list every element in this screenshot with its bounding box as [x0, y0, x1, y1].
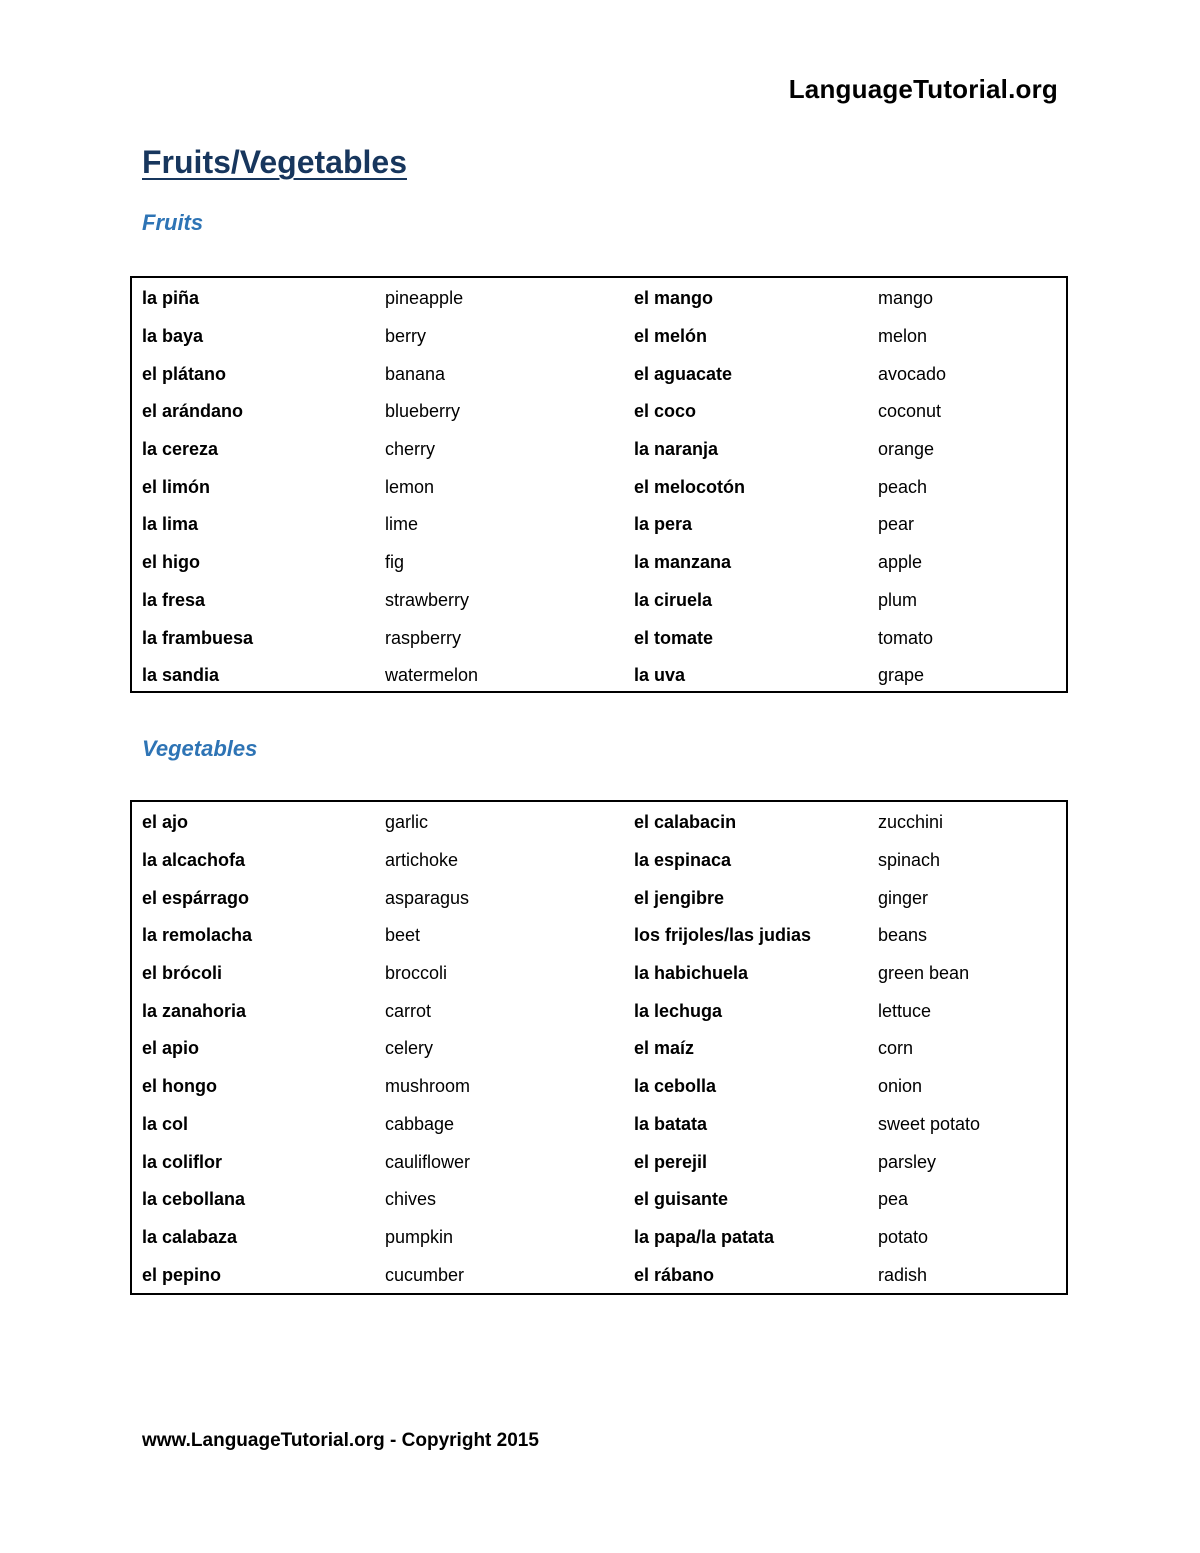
english-term: artichoke — [385, 850, 459, 871]
english-term: fig — [385, 552, 405, 573]
english-term: coconut — [878, 401, 942, 422]
spanish-term: la ciruela — [634, 589, 713, 610]
english-term: grape — [878, 665, 925, 686]
spanish-term: la zanahoria — [142, 1000, 247, 1021]
english-term: beet — [385, 925, 421, 946]
english-term: mushroom — [385, 1076, 471, 1097]
spanish-term: la espinaca — [634, 850, 732, 871]
english-term: celery — [385, 1038, 434, 1059]
fruits-heading: Fruits — [142, 210, 204, 235]
vocab-row — [132, 657, 1066, 695]
english-term: onion — [878, 1076, 923, 1097]
english-term: zucchini — [878, 812, 944, 833]
spanish-term: el perejil — [634, 1151, 708, 1172]
vocab-row — [132, 1219, 1066, 1257]
spanish-term: el brócoli — [142, 963, 223, 984]
vocab-row — [132, 842, 1066, 880]
english-term: lime — [385, 514, 419, 535]
spanish-term: el melón — [634, 326, 708, 347]
english-term: pea — [878, 1189, 909, 1210]
spanish-term: el coco — [634, 401, 697, 422]
spanish-term: el plátano — [142, 363, 227, 384]
vocab-row — [132, 1030, 1066, 1068]
spanish-term: el higo — [142, 552, 200, 573]
vocab-row — [132, 355, 1066, 393]
english-term: banana — [385, 363, 446, 384]
english-term: garlic — [385, 812, 429, 833]
english-term: spinach — [878, 850, 941, 871]
spanish-term: la calabaza — [142, 1226, 238, 1247]
english-term: tomato — [878, 627, 934, 648]
spanish-term: la cereza — [142, 439, 219, 460]
vocab-row — [132, 619, 1066, 657]
vocab-row — [132, 1143, 1066, 1181]
vocab-row — [132, 468, 1066, 506]
vocab-row — [132, 1256, 1066, 1294]
english-term: berry — [385, 326, 427, 347]
spanish-term: el hongo — [142, 1076, 217, 1097]
english-term: beans — [878, 925, 928, 946]
spanish-term: la habichuela — [634, 963, 749, 984]
english-term: ginger — [878, 887, 929, 908]
spanish-term: la alcachofa — [142, 850, 246, 871]
english-term: apple — [878, 552, 923, 573]
spanish-term: el pepino — [142, 1264, 222, 1285]
english-term: avocado — [878, 363, 947, 384]
page-title: Fruits/Vegetables — [142, 144, 407, 180]
spanish-term: la lechuga — [634, 1000, 723, 1021]
spanish-term: el limón — [142, 476, 211, 497]
spanish-term: el mango — [634, 288, 714, 309]
english-term: radish — [878, 1264, 928, 1285]
spanish-term: la remolacha — [142, 925, 253, 946]
spanish-term: los frijoles/las judias — [634, 925, 812, 946]
english-term: asparagus — [385, 887, 470, 908]
english-term: melon — [878, 326, 928, 347]
spanish-term: el ajo — [142, 812, 189, 833]
spanish-term: el jengibre — [634, 887, 725, 908]
vocab-row — [132, 393, 1066, 431]
english-term: watermelon — [385, 665, 479, 686]
vegetables-heading: Vegetables — [142, 736, 258, 761]
english-term: parsley — [878, 1151, 937, 1172]
spanish-term: el espárrago — [142, 887, 250, 908]
spanish-term: el apio — [142, 1038, 200, 1059]
vegetables-table — [130, 800, 1068, 1295]
spanish-term: el maíz — [634, 1038, 695, 1059]
spanish-term: el guisante — [634, 1189, 729, 1210]
site-header: LanguageTutorial.org — [788, 74, 1058, 104]
spanish-term: el tomate — [634, 627, 714, 648]
vocab-row — [132, 1106, 1066, 1144]
english-term: cauliflower — [385, 1151, 471, 1172]
english-term: green bean — [878, 963, 970, 984]
english-term: plum — [878, 589, 918, 610]
vocab-row — [132, 955, 1066, 993]
spanish-term: el rábano — [634, 1264, 715, 1285]
spanish-term: la cebolla — [634, 1076, 717, 1097]
english-term: raspberry — [385, 627, 462, 648]
english-term: blueberry — [385, 401, 461, 422]
spanish-term: la uva — [634, 665, 686, 686]
footer-copyright: www.LanguageTutorial.org - Copyright 2015 — [142, 1430, 539, 1451]
spanish-term: la col — [142, 1113, 189, 1134]
fruits-table — [130, 276, 1068, 693]
vocab-row — [132, 280, 1066, 318]
vocab-row — [132, 431, 1066, 469]
spanish-term: la coliflor — [142, 1151, 223, 1172]
spanish-term: la pera — [634, 514, 693, 535]
spanish-term: la piña — [142, 288, 200, 309]
english-term: broccoli — [385, 963, 448, 984]
vocab-row — [132, 544, 1066, 582]
english-term: pumpkin — [385, 1226, 454, 1247]
vocab-row — [132, 318, 1066, 356]
english-term: cabbage — [385, 1113, 455, 1134]
spanish-term: la naranja — [634, 439, 719, 460]
spanish-term: la batata — [634, 1113, 708, 1134]
spanish-term: la manzana — [634, 552, 732, 573]
spanish-term: el arándano — [142, 401, 244, 422]
english-term: orange — [878, 439, 935, 460]
english-term: lemon — [385, 476, 435, 497]
english-term: cherry — [385, 439, 436, 460]
vocab-row — [132, 804, 1066, 842]
english-term: chives — [385, 1189, 437, 1210]
english-term: pineapple — [385, 288, 464, 309]
spanish-term: la baya — [142, 326, 204, 347]
vocab-row — [132, 1068, 1066, 1106]
english-term: pear — [878, 514, 915, 535]
spanish-term: la lima — [142, 514, 199, 535]
english-term: lettuce — [878, 1000, 932, 1021]
english-term: mango — [878, 288, 934, 309]
vocab-row — [132, 506, 1066, 544]
english-term: sweet potato — [878, 1113, 981, 1134]
vocab-row — [132, 917, 1066, 955]
spanish-term: la sandia — [142, 665, 220, 686]
spanish-term: el melocotón — [634, 476, 746, 497]
english-term: corn — [878, 1038, 914, 1059]
english-term: potato — [878, 1226, 929, 1247]
spanish-term: el aguacate — [634, 363, 733, 384]
english-term: strawberry — [385, 589, 470, 610]
spanish-term: la frambuesa — [142, 627, 254, 648]
vocab-row — [132, 879, 1066, 917]
english-term: peach — [878, 476, 928, 497]
spanish-term: la fresa — [142, 589, 206, 610]
english-term: carrot — [385, 1000, 432, 1021]
vocab-row — [132, 582, 1066, 620]
vocab-row — [132, 1181, 1066, 1219]
spanish-term: la papa/la patata — [634, 1226, 775, 1247]
spanish-term: el calabacin — [634, 812, 737, 833]
spanish-term: la cebollana — [142, 1189, 246, 1210]
english-term: cucumber — [385, 1264, 465, 1285]
vocab-row — [132, 992, 1066, 1030]
